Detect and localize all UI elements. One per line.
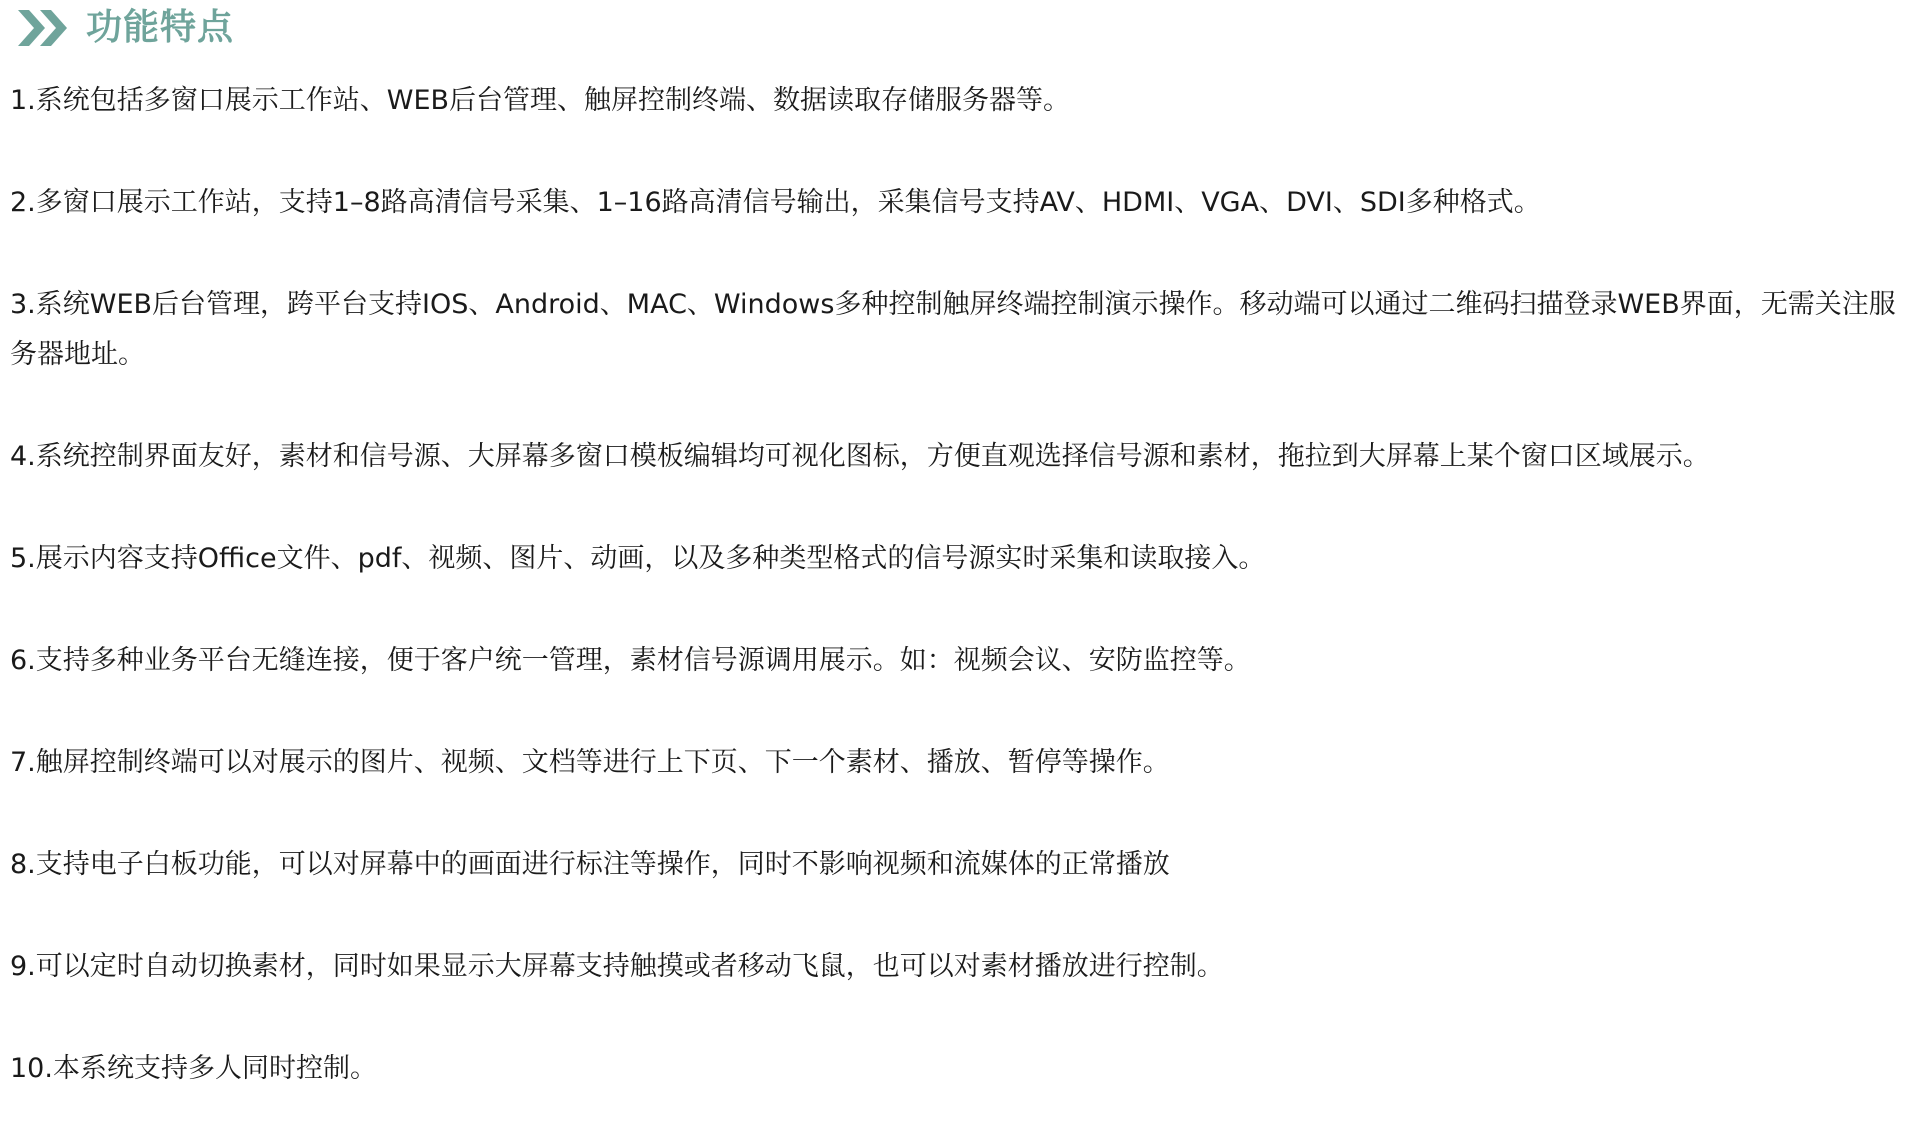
chevron-first: [18, 10, 45, 46]
feature-item-1: 1.系统包括多窗口展示工作站、WEB后台管理、触屏控制终端、数据读取存储服务器等。: [10, 85, 1071, 116]
section-header: [18, 0, 234, 56]
feature-item-8: 8.支持电子白板功能，可以对屏幕中的画面进行标注等操作，同时不影响视频和流媒体的正常播放: [10, 849, 1170, 880]
feature-item-5: 5.展示内容支持Office文件、pdf、视频、图片、动画，以及多种类型格式的信号源实时采集和读取接入。: [10, 543, 1266, 574]
feature-item-9: 9.可以定时自动切换素材，同时如果显示大屏幕支持触摸或者移动飞鼠，也可以对素材播放进行控制。: [10, 951, 1224, 982]
section-title: 功能特点: [86, 7, 235, 48]
feature-item-7: 7.触屏控制终端可以对展示的图片、视频、文档等进行上下页、下一个素材、播放、暂停等操作。: [10, 747, 1170, 778]
feature-item-6: 6.支持多种业务平台无缝连接，便于客户统一管理，素材信号源调用展示。如：视频会议、安防监控等。: [10, 645, 1251, 676]
feature-item-10: 10.本系统支持多人同时控制。: [10, 1053, 377, 1084]
feature-item-4: 4.系统控制界面友好，素材和信号源、大屏幕多窗口模板编辑均可视化图标，方便直观选择信号源和素材，拖拉到大屏幕上某个窗口区域展示。: [10, 441, 1710, 472]
feature-item-3: 3.系统WEB后台管理，跨平台支持IOS、Android、MAC、Windows多种控制触屏终端控制演示操作。移动端可以通过二维码扫描登录WEB界面，无需关注服务器地址。: [10, 289, 1896, 370]
feature-item-2: 2.多窗口展示工作站，支持1–8路高清信号采集、1–16路高清信号输出，采集信号支持AV、HDMI、VGA、DVI、SDI多种格式。: [10, 187, 1541, 218]
double-chevron-right-icon: [18, 7, 70, 49]
feature-list: [10, 76, 1905, 1146]
